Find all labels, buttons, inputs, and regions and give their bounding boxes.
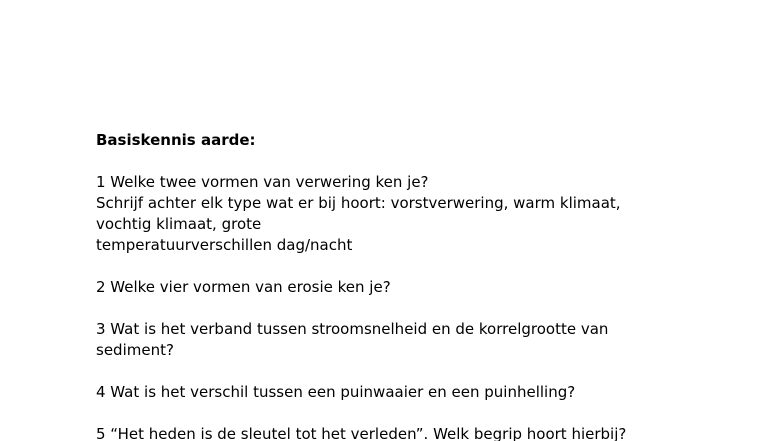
blank-line [96,403,696,424]
question-5: 5 “Het heden is de sleutel tot het verleden”. Welk begrip hoort hierbij? [96,425,627,441]
question-1-instruction-cont: vochtig klimaat, grote [96,215,262,233]
blank-line [96,298,696,319]
question-3-cont: sediment? [96,341,174,359]
question-2: 2 Welke vier vormen van erosie ken je? [96,278,391,296]
blank-line [96,151,696,172]
question-3: 3 Wat is het verband tussen stroomsnelheid en de korrelgrootte van [96,320,609,338]
document-title: Basiskennis aarde: [96,131,256,149]
question-4: 4 Wat is het verschil tussen een puinwaaier en een puinhelling? [96,383,576,401]
question-1-instruction-end: temperatuurverschillen dag/nacht [96,236,353,254]
question-1-instruction: Schrijf achter elk type wat er bij hoort: vorstverwering, warm klimaat, [96,194,621,212]
blank-line [96,361,696,382]
document-content [96,130,696,441]
blank-line [96,256,696,277]
question-1: 1 Welke twee vormen van verwering ken je? [96,173,429,191]
